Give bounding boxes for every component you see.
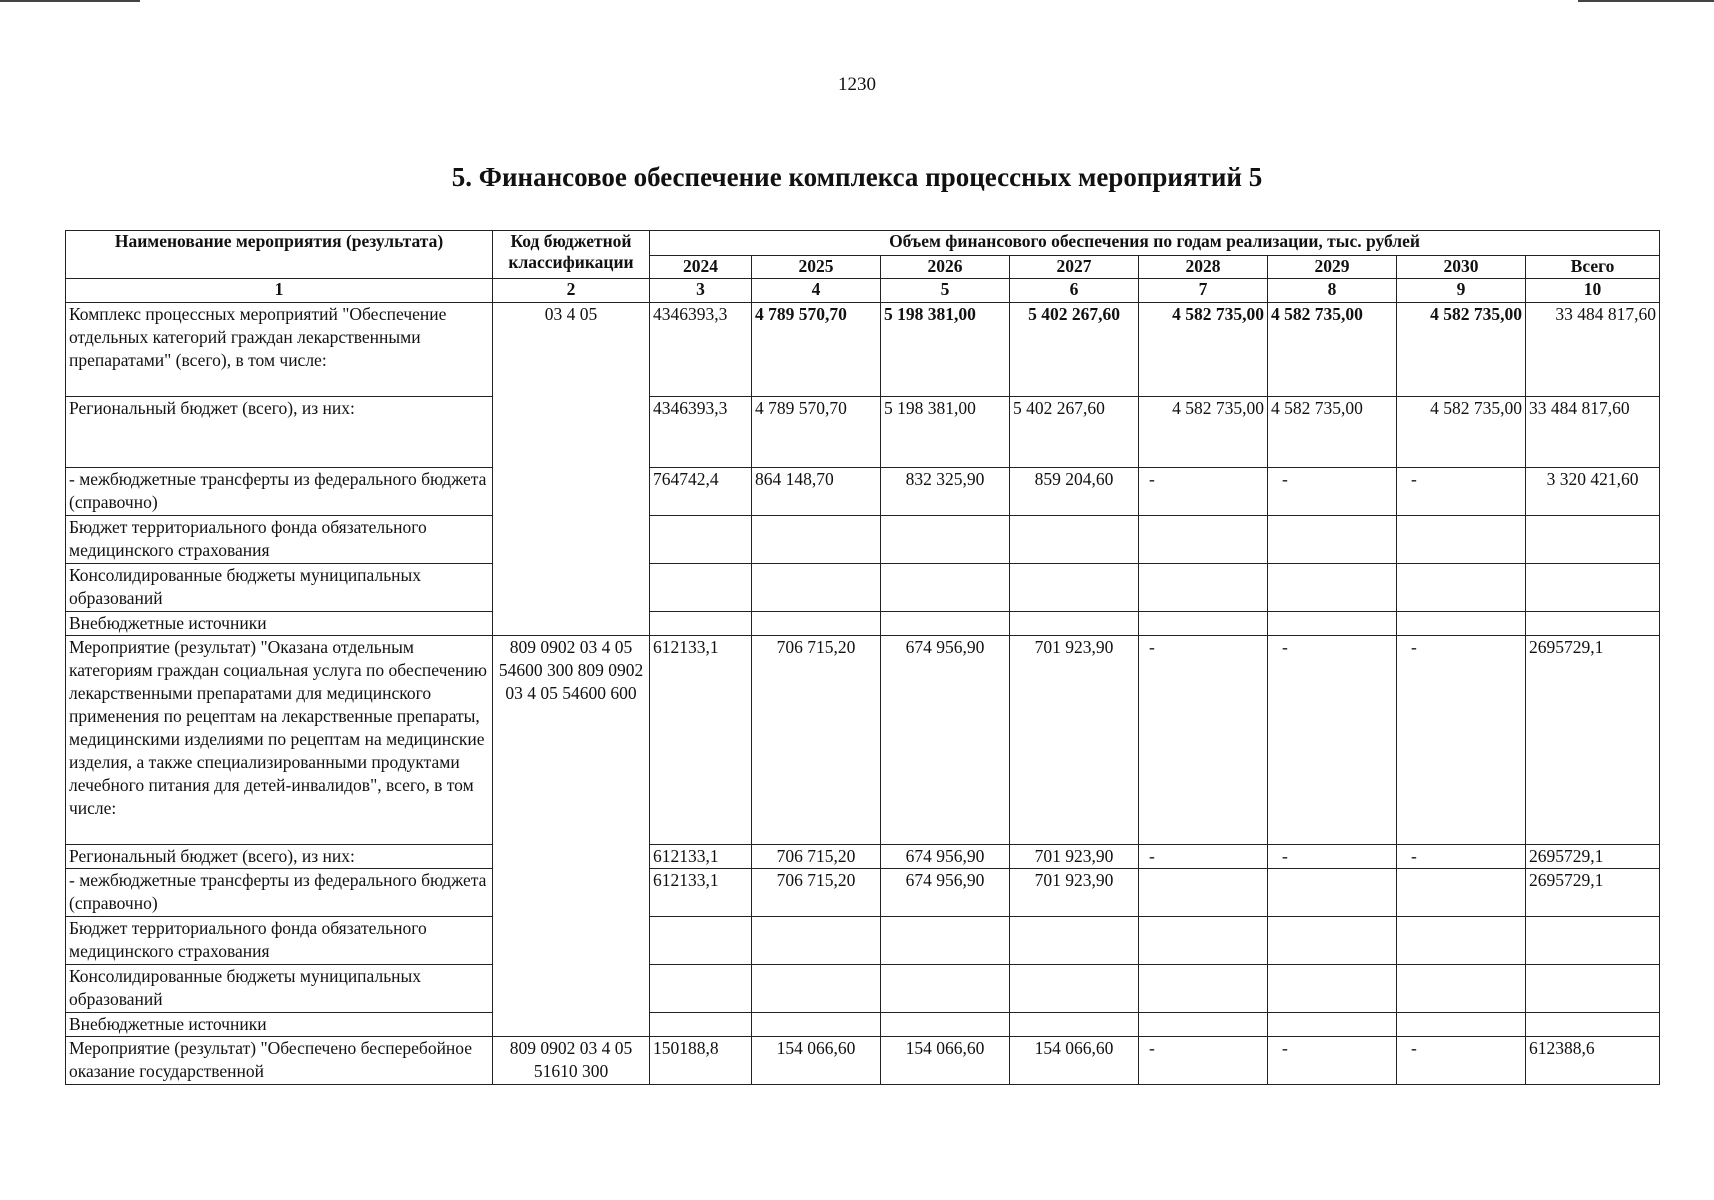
value-cell: [1010, 612, 1139, 636]
value-cell: [1397, 1013, 1526, 1037]
budget-code: 809 0902 03 4 05 54600 300 809 0902 03 4 05 54600 600: [493, 636, 650, 1037]
table-row: [66, 303, 1660, 397]
value-cell: [1526, 564, 1660, 612]
value-cell: [650, 1013, 752, 1037]
value-cell: [1139, 965, 1268, 1013]
value-cell: [752, 965, 881, 1013]
value-cell: 832 325,90: [881, 468, 1010, 516]
value-cell: [1397, 965, 1526, 1013]
value-cell: 4 582 735,00: [1268, 397, 1397, 468]
table-row: [66, 516, 1660, 564]
value-cell: 4 789 570,70: [752, 397, 881, 468]
value-cell: [881, 516, 1010, 564]
header-year: 2028: [1139, 256, 1268, 279]
value-cell: 706 715,20: [752, 636, 881, 845]
value-cell: [752, 1013, 881, 1037]
value-cell: [650, 612, 752, 636]
value-cell: [1010, 917, 1139, 965]
value-cell: -: [1397, 468, 1526, 516]
header-year: 2030: [1397, 256, 1526, 279]
value-cell: [1268, 516, 1397, 564]
value-cell: 4346393,3: [650, 397, 752, 468]
value-cell: [1397, 612, 1526, 636]
header-year: 2024: [650, 256, 752, 279]
value-cell: -: [1397, 1037, 1526, 1085]
col-number: 2: [493, 279, 650, 303]
table-row: [66, 1037, 1660, 1085]
value-cell: [752, 564, 881, 612]
value-cell: -: [1139, 1037, 1268, 1085]
table-row: [66, 564, 1660, 612]
value-cell: 154 066,60: [752, 1037, 881, 1085]
value-cell: [1526, 1013, 1660, 1037]
col-number: 4: [752, 279, 881, 303]
value-cell: 150188,8: [650, 1037, 752, 1085]
col-number: 1: [66, 279, 493, 303]
row-name: Внебюджетные источники: [66, 1013, 493, 1037]
header-name: Наименование мероприятия (результата): [66, 231, 493, 279]
row-name: Региональный бюджет (всего), из них:: [66, 397, 493, 468]
value-cell: 864 148,70: [752, 468, 881, 516]
header-year: 2027: [1010, 256, 1139, 279]
value-cell: [1526, 965, 1660, 1013]
col-number: 9: [1397, 279, 1526, 303]
table-row: [66, 869, 1660, 917]
value-cell: [1526, 612, 1660, 636]
col-number: 7: [1139, 279, 1268, 303]
table-row: [66, 468, 1660, 516]
value-cell: [650, 516, 752, 564]
value-cell: 4 582 735,00: [1397, 303, 1526, 397]
row-name: Бюджет территориального фонда обязательного медицинского страхования: [66, 917, 493, 965]
value-cell: [1268, 917, 1397, 965]
value-cell: 33 484 817,60: [1526, 397, 1660, 468]
value-cell: 701 923,90: [1010, 869, 1139, 917]
section-title: 5. Финансовое обеспечение комплекса процессных мероприятий 5: [451, 162, 1263, 192]
table-row: [66, 965, 1660, 1013]
value-cell: 3 320 421,60: [1526, 468, 1660, 516]
header-total: Всего: [1526, 256, 1660, 279]
value-cell: 706 715,20: [752, 869, 881, 917]
header-year: 2029: [1268, 256, 1397, 279]
value-cell: [1010, 965, 1139, 1013]
value-cell: 4 789 570,70: [752, 303, 881, 397]
table-row: [66, 612, 1660, 636]
value-cell: 706 715,20: [752, 845, 881, 869]
value-cell: [1010, 516, 1139, 564]
row-name: Комплекс процессных мероприятий "Обеспечение отдельных категорий граждан лекарственными препаратами" (всего), в том числе:: [66, 303, 493, 397]
value-cell: 4 582 735,00: [1268, 303, 1397, 397]
value-cell: [752, 516, 881, 564]
value-cell: [1139, 612, 1268, 636]
row-name: Мероприятие (результат) "Оказана отдельным категориям граждан социальная услуга по обеспечению лекарственными препаратами для медицинского применения по рецептам на лекарственные препараты, медицинскими изделиями по рецептам на медицинские изделия, а также специализированными продуктами лечебного питания для детей-инвалидов", всего, в том числе:: [66, 636, 493, 845]
value-cell: 4346393,3: [650, 303, 752, 397]
value-cell: [1397, 869, 1526, 917]
value-cell: [1010, 564, 1139, 612]
value-cell: 5 402 267,60: [1010, 303, 1139, 397]
value-cell: [1139, 869, 1268, 917]
value-cell: 154 066,60: [881, 1037, 1010, 1085]
value-cell: -: [1139, 636, 1268, 845]
col-number: 8: [1268, 279, 1397, 303]
value-cell: 859 204,60: [1010, 468, 1139, 516]
value-cell: 612133,1: [650, 869, 752, 917]
value-cell: [881, 1013, 1010, 1037]
table-row: [66, 917, 1660, 965]
value-cell: [1010, 1013, 1139, 1037]
value-cell: [1397, 917, 1526, 965]
value-cell: 4 582 735,00: [1397, 397, 1526, 468]
value-cell: [1268, 965, 1397, 1013]
value-cell: [1397, 564, 1526, 612]
value-cell: [1139, 564, 1268, 612]
row-name: Региональный бюджет (всего), из них:: [66, 845, 493, 869]
budget-code: 03 4 05: [493, 303, 650, 636]
row-name: - межбюджетные трансферты из федерального бюджета (справочно): [66, 468, 493, 516]
value-cell: [1526, 516, 1660, 564]
value-cell: [881, 564, 1010, 612]
value-cell: 5 198 381,00: [881, 303, 1010, 397]
scan-edge-line: [0, 0, 140, 2]
value-cell: [1268, 869, 1397, 917]
col-number: 3: [650, 279, 752, 303]
row-name: Консолидированные бюджеты муниципальных образований: [66, 564, 493, 612]
value-cell: [881, 917, 1010, 965]
value-cell: [1268, 1013, 1397, 1037]
header-year: 2026: [881, 256, 1010, 279]
value-cell: [1268, 612, 1397, 636]
financing-table: [65, 230, 1660, 1085]
value-cell: [881, 612, 1010, 636]
value-cell: 612133,1: [650, 845, 752, 869]
value-cell: -: [1268, 636, 1397, 845]
value-cell: 764742,4: [650, 468, 752, 516]
value-cell: [1139, 516, 1268, 564]
value-cell: 154 066,60: [1010, 1037, 1139, 1085]
header-row: [66, 231, 1660, 256]
row-name: - межбюджетные трансферты из федерального бюджета (справочно): [66, 869, 493, 917]
value-cell: -: [1268, 845, 1397, 869]
table-row: [66, 845, 1660, 869]
value-cell: [650, 965, 752, 1013]
budget-code: 809 0902 03 4 05 51610 300: [493, 1037, 650, 1085]
scan-edge-line: [1578, 0, 1714, 2]
col-number: 10: [1526, 279, 1660, 303]
col-number: 6: [1010, 279, 1139, 303]
value-cell: [1139, 917, 1268, 965]
value-cell: [650, 917, 752, 965]
table-row: [66, 636, 1660, 845]
value-cell: -: [1397, 636, 1526, 845]
value-cell: [752, 917, 881, 965]
value-cell: 674 956,90: [881, 636, 1010, 845]
table-row: [66, 1013, 1660, 1037]
value-cell: [1268, 564, 1397, 612]
value-cell: 674 956,90: [881, 845, 1010, 869]
value-cell: 5 402 267,60: [1010, 397, 1139, 468]
value-cell: 4 582 735,00: [1139, 397, 1268, 468]
row-name: Мероприятие (результат) "Обеспечено бесперебойное оказание государственной: [66, 1037, 493, 1085]
column-number-row: [66, 279, 1660, 303]
row-name: Консолидированные бюджеты муниципальных образований: [66, 965, 493, 1013]
value-cell: 612388,6: [1526, 1037, 1660, 1085]
value-cell: 4 582 735,00: [1139, 303, 1268, 397]
header-year: 2025: [752, 256, 881, 279]
value-cell: -: [1139, 468, 1268, 516]
value-cell: [1397, 516, 1526, 564]
value-cell: -: [1139, 845, 1268, 869]
col-number: 5: [881, 279, 1010, 303]
page-number: 1230: [838, 74, 876, 95]
value-cell: 2695729,1: [1526, 845, 1660, 869]
table-row: [66, 397, 1660, 468]
value-cell: [1139, 1013, 1268, 1037]
value-cell: [881, 965, 1010, 1013]
header-volume: Объем финансового обеспечения по годам реализации, тыс. рублей: [650, 231, 1660, 256]
value-cell: 612133,1: [650, 636, 752, 845]
value-cell: 33 484 817,60: [1526, 303, 1660, 397]
value-cell: 701 923,90: [1010, 845, 1139, 869]
value-cell: -: [1268, 1037, 1397, 1085]
value-cell: [650, 564, 752, 612]
header-code: Код бюджетной классификации: [493, 231, 650, 279]
value-cell: 674 956,90: [881, 869, 1010, 917]
row-name: Внебюджетные источники: [66, 612, 493, 636]
value-cell: 2695729,1: [1526, 636, 1660, 845]
value-cell: -: [1268, 468, 1397, 516]
value-cell: 5 198 381,00: [881, 397, 1010, 468]
value-cell: 2695729,1: [1526, 869, 1660, 917]
value-cell: 701 923,90: [1010, 636, 1139, 845]
value-cell: -: [1397, 845, 1526, 869]
row-name: Бюджет территориального фонда обязательного медицинского страхования: [66, 516, 493, 564]
value-cell: [752, 612, 881, 636]
value-cell: [1526, 917, 1660, 965]
